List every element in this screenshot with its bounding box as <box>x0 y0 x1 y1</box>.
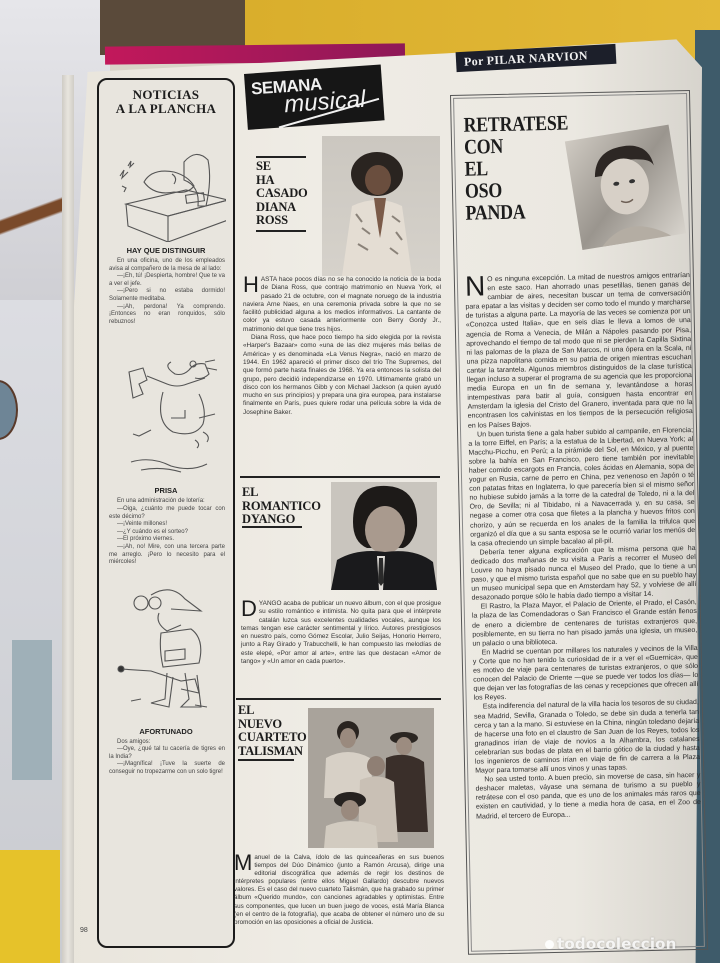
dropcap: H <box>243 272 259 297</box>
banner-word-semana: SEMANA <box>250 74 323 99</box>
semana-musical-column <box>234 68 445 948</box>
page-stack-edge <box>62 75 74 963</box>
headline-talisman: EL NUEVO CUARTETO TALISMAN <box>238 703 307 758</box>
talisman-group-photo <box>308 708 434 848</box>
page-number: 98 <box>80 927 88 934</box>
portrait-illustration <box>331 482 437 590</box>
joke-heading: PRISA <box>154 486 178 496</box>
joke-line: —¡Eh, tú! ¡Despierta, hombre! Que te va a ver el jefe. <box>109 273 225 287</box>
dropcap: N <box>464 270 486 302</box>
joke-line: —¡Ah, perdona! Ya comprendo. ¡Entonces no eran ronquidos, sólo rebuznos! <box>109 303 225 325</box>
dyango-photo <box>331 482 437 590</box>
noticias-title: NOTICIAS A LA PLANCHA <box>115 87 217 116</box>
author-byline: Por PILAR NARVION <box>456 44 617 72</box>
portrait-illustration <box>322 136 440 276</box>
divider <box>256 230 306 232</box>
article-body-talisman: Manuel de la Calva, ídolo de las quinceañeras en sus buenos tiempos del Dúo Dinámico (junto a Ramón Arcusa), dirige una editorial discográfica que además de regir los destinos de intérpretes populares (entre ellos Miguel Gallardo) descubre nuevos valores. Es el caso del nuevo cuarteto Talismán, que ha grabado su primer álbum «Querido mundo», con canciones agradables y optimistas. Entre sus componentes, que lucen un buen juego de voces, está María Blanca (en el centro de la fotografía), que acaba de obtener el número uno de su promoción en las oposiciones a oficial de Justicia. <box>234 850 444 926</box>
noticias-a-la-plancha-box <box>97 78 235 948</box>
joke-line: En una administración de lotería: <box>117 498 205 505</box>
background-yellow-object <box>0 850 60 963</box>
joke-line: —Oye, ¿qué tal tu cacería de tigres en la India? <box>109 746 225 760</box>
joke-line: —¡Pero si no estaba dormido! Solamente meditaba. <box>109 288 225 302</box>
joke-line: En una oficina, uno de los empleados avisa al compañero de la mesa de al lado: <box>109 258 225 272</box>
section-divider <box>236 698 441 700</box>
joke-heading: HAY QUE DISTINGUIR <box>126 246 206 255</box>
divider <box>242 526 302 528</box>
semana-musical-banner <box>244 64 385 129</box>
joke-line: —¿Y cuándo es el sorteo? <box>117 528 188 535</box>
watermark-dot-icon <box>545 940 554 949</box>
headline-diana-ross: SE HA CASADO DIANA ROSS <box>256 159 308 227</box>
joke-prisa <box>99 486 233 566</box>
divider <box>256 156 306 158</box>
divider <box>238 759 294 761</box>
group-photo-illustration <box>308 708 434 848</box>
sleeping-at-desk-cartoon <box>106 122 226 242</box>
section-divider <box>240 476 440 478</box>
oso-panda-article-box <box>450 90 708 955</box>
joke-line: —¡Magnífica! ¡Tuve la suerte de conseguir no tropezarme con un solo tigre! <box>109 761 225 776</box>
joke-line: —El próximo viernes. <box>117 536 175 543</box>
joke-heading: AFORTUNADO <box>139 726 193 736</box>
article-body-dyango: DYANGO acaba de publicar un nuevo álbum, con el que prosigue su estilo romántico e intimista. No quita para que el intérprete catalán luzca sus excelentes cualidades vocales, aunque los temas tengan ese carácter sentimental y lírico. Autores prestigiosos en nuestro país, como Gómez Escolar, Julio Seijas, Honorio Herrero, junto a Ray Girado y Trabucchelli, le han compuesto las melodías de este elepé, «Por amor al arte», entre las que destacan «Amor de tango» y «Un amor en cada puerto». <box>241 596 441 666</box>
article-body-diana-ross: HASTA hace pocos días no se ha conocido la noticia de la boda de Diana Ross, que contrajo matrimonio en Nueva York, el pasado 21 de octubre, con el magnate noruego de la industria naviera Arne Naes, en una ceremonia privada sobre la que no se facilitó publicidad alguna a los medios informativos. La cantante de color ya estuvo casada anteriormente con Berry Gordy Jr., matrimonio del que tiene tres hijos. Diana Ross, que hace poco tiempo ha sido elegida por la revista «Harper's Bazaar» como «una de las diez mujeres más bellas de América» y es denominada «La Venus Negra», nació en marzo de 1944. En 1962 apareció el primer disco del trío The Supremes, del que formó parte hasta finales de 1968. Ya era entonces la solista del grupo, pero decidió independizarse en 1970. Ultimamente grabó un disco con los hermanos Gibb y con Michael Jackson (a quien ayudó mucho en sus principios) y prepara una gira europea, para instalarse finalmente en París, pues quiere rodar una película sobre la vida de Josephine Baker. <box>243 272 441 416</box>
hunter-with-binoculars-cartoon <box>111 573 221 723</box>
portrait-illustration <box>565 125 686 250</box>
joke-line: —¡Veinte millones! <box>117 521 168 528</box>
diana-ross-photo <box>322 136 440 276</box>
dropcap: D <box>241 596 257 621</box>
joke-line: —Oiga, ¿cuánto me puede tocar con este décimo? <box>109 505 225 520</box>
joke-hay-que-distinguir <box>99 246 233 326</box>
joke-afortunado <box>99 727 233 777</box>
author-photo <box>565 125 686 250</box>
headline-dyango: EL ROMANTICO DYANGO <box>242 485 321 526</box>
todocoleccion-watermark: todocoleccion <box>545 935 677 953</box>
joke-line: —¡Ah, no! Mire, con una tercera parte me arreglo. ¡Pero lo necesito para el miércoles! <box>109 543 225 566</box>
background-panel <box>12 640 52 780</box>
running-man-cartoon <box>111 332 221 482</box>
background-wood-frame <box>0 165 70 275</box>
joke-line: Dos amigos: <box>117 738 151 745</box>
headline-oso-panda: RETRATESE CON EL OSO PANDA <box>463 110 569 225</box>
dropcap: M <box>234 850 253 875</box>
article-body-oso-panda: N O es ninguna excepción. La mitad de nuestros amigos entrarían en este saco. Han ahorrado unas pesetillas, tienen ganas de cambiar de aires, necesitan buscar un tema de conversación para epatar a las visitas y deciden ser como todo el mundo y marcharse de turistas a alguna parte. La mayoría de las veces se comienza por un «Conozca usted Italia», que en seis días le lleva a lomos de una agencia de Roma a Venecia, de Milán a Nápoles pasando por Pisa, aprovechando el tiempo de tal modo que ni se pierden la Capilla Sixtina ni las palomas de la plaza de San Marcos, ni una ópera en la Scala, ni una pizza napolitana comida en su patria de origen mientras escuchan cantar la tarantela. Algunos miembros distinguidos de la clase turística llegan incluso a superar el programa de su agencia que les proporciona media Europa en un fin de semana y, levantándose a horas intempestivas para batir al guía, consiguen hasta encontrar en Amsterdam la iglesia del Cristo del Granero, inventada para que no la encontrasen los calvinistas en los tiempos de la persecución religiosa en los Países Bajos. Un buen turista tiene a gala haber subido al campanile, en Florencia; a la torre Eiffel, en París; a la estatua de la Libertad, en Nueva York; al Macchu-Picchu, en Perú; a la pirámide del Sol, en México, y al puente sobre la bahía en San Francisco, pero tiene también por inevitable haber comido escargots en Francia, coles ácidas en Alemania, sopa de yogur en Rusia, carne de perro en China, pez venenoso en Japón o té con patatas fritas en Inglaterra, lo que parecería bien si el mismo señor no hubiese subido jamás a la torre de la catedral de Toledo, ni a la del Oro, de Sevilla; ni al Tibidabo, ni a Navacerrada y, en su casa, se negase a comer otra cosa que filetes a la plancha y huevos fritos con chorizo, y aún se recuerda en los anales de la familia la trifulca que organizó el día que a su santa esposa se le ocurrió variar los menús de la casa ofreciendo un simple bacalao al pil-pil. Debería tener alguna explicación que la misma persona que ha dedicado dos mañanas de su visita a París a recorrer el Museo del Louvre no haya pisado nunca el Museo del Prado, que lo tiene a un paso, y que el mismo turista español que no sabe que en su pueblo hay un museo municipal sepa que en Amsterdam hay 52, y volviese de allí desazonado porque sólo le había dado tiempo a visitar 14. El Rastro, la Plaza Mayor, el Palacio de Oriente, el Prado, el Casón, la plaza de las Comendadoras o San Francisco el Grande están llenos de enero a diciembre de centenares de turistas extranjeros que, posiblemente, en su tierra no han pisado jamás una iglesia, un museo, un palacio o una biblioteca. En Madrid se cuentan por millares los naturales y vecinos de la Villa y Corte que no han tenido la curiosidad de ir a ver el «Guernica», que es motivo de viaje para centenares de turistas extranjeros, o que sólo conocen del Palacio de Oriente —que se puede ver todos los días— lo que dejan ver las fotografías de las cenas y recepciones que ofrecen allí los Reyes. Esta indiferencia del natural de la villa hacia los tesoros de su ciudad, sea Madrid, Sevilla, Granada o Toledo, se debe sin duda a tenerla tan cerca y tan a la mano. Si estuviese en la China, ningún toledano dejaría de hacerse una foto en el claustro de San Juan de los Reyes, todos los granadinos irían de viaje de novios a la Alhambra, los catalanes celebrarían sus bodas de plata en el barrio gótico de la ciudad y hasta los ingenieros de caminos irían en viaje de fin de carrera a la Plaza Mayor para tomarse allí unos vinos y unas tapas. No sea usted tonto. A buen precio, sin moverse de casa, sin hacer y deshacer maletas, váyase una semana de turismo a su pueblo y retrátese con el oso panda, que es uno de los animales más raros que existen en cautividad, y lo tiene a media hora de casa, en el Zoo de Madrid, el tercero de Europa... <box>464 270 701 821</box>
banner-word-musical: musical <box>283 85 367 119</box>
